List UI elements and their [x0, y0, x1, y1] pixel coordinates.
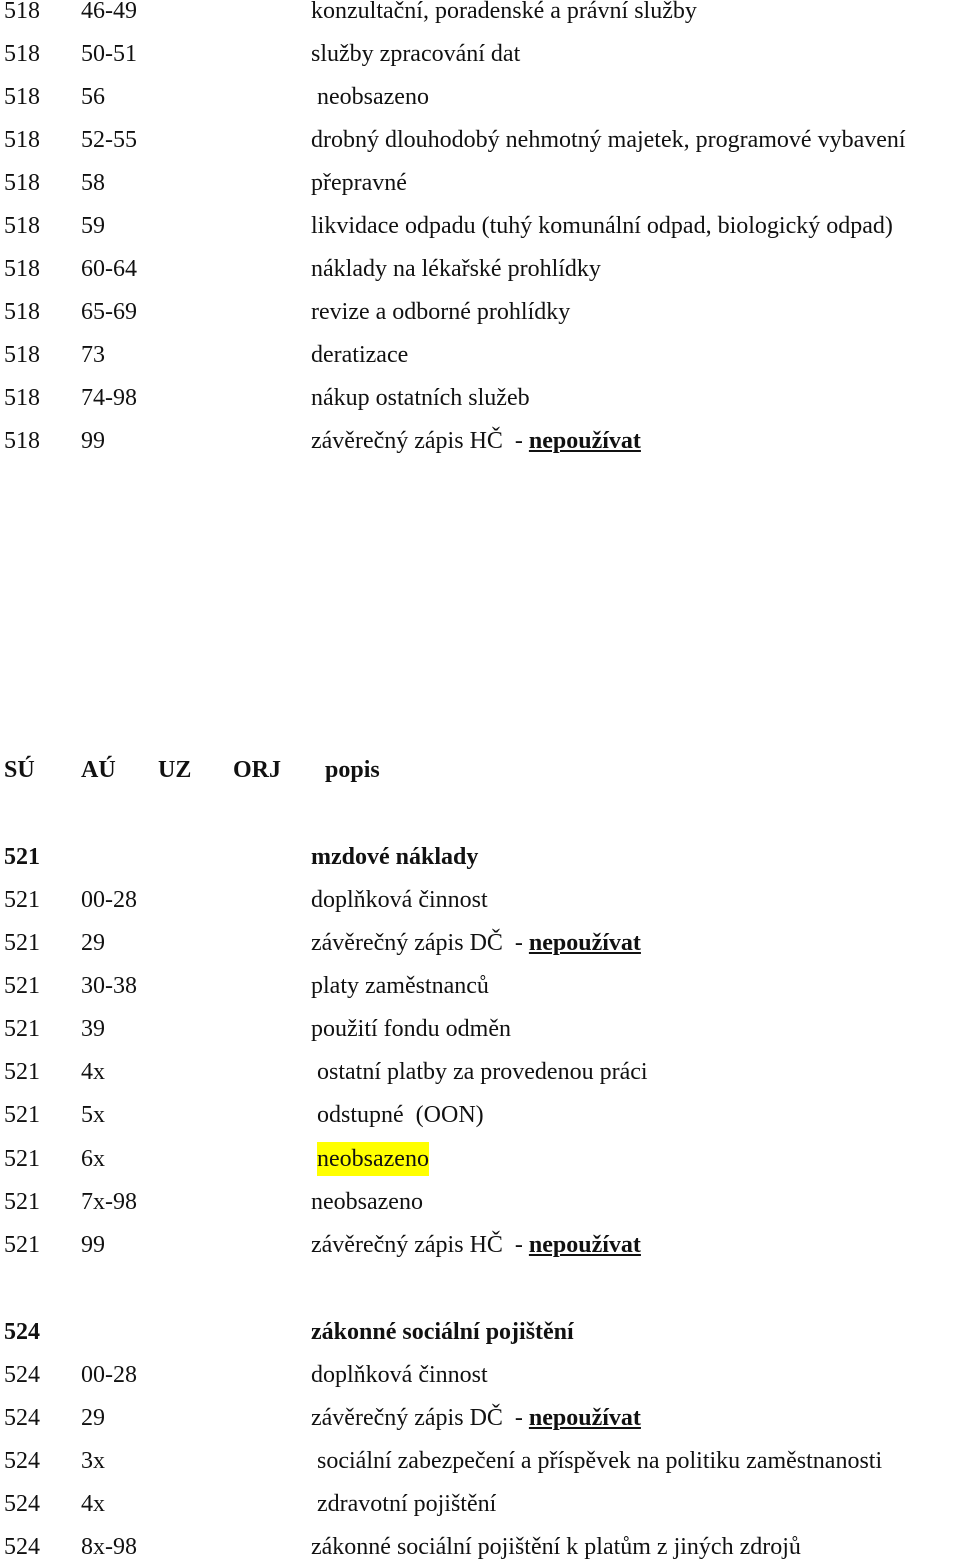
description-text: závěrečný zápis DČ -: [311, 1405, 529, 1431]
header-orj: ORJ: [233, 757, 281, 783]
au-cell: 59: [81, 213, 105, 239]
table-row: [0, 1185, 960, 1219]
table-row: [0, 0, 960, 28]
description-cell: neobsazeno: [317, 84, 429, 110]
su-cell: 518: [4, 342, 40, 368]
description-cell: deratizace: [311, 342, 409, 368]
warning-label: nepoužívat: [528, 428, 641, 454]
au-cell: 52-55: [81, 127, 137, 153]
au-cell: 8x-98: [81, 1534, 137, 1560]
header-au: AÚ: [81, 757, 116, 783]
table-row: [0, 883, 960, 917]
au-cell: 4x: [81, 1059, 105, 1085]
warning-label: nepoužívat: [528, 1405, 641, 1431]
table-row: [0, 1055, 960, 1089]
au-cell: 74-98: [81, 385, 137, 411]
au-cell: 00-28: [81, 1362, 137, 1388]
description-cell: platy zaměstnanců: [311, 973, 489, 999]
description-text: závěrečný zápis DČ -: [311, 930, 529, 956]
table-row: [0, 1012, 960, 1046]
description-cell: neobsazeno: [311, 1189, 423, 1215]
au-cell: 30-38: [81, 973, 137, 999]
au-cell: 7x-98: [81, 1189, 137, 1215]
section-title: mzdové náklady: [311, 844, 479, 870]
description-cell: revize a odborné prohlídky: [311, 299, 571, 325]
su-cell: 521: [4, 930, 40, 956]
description-cell: náklady na lékařské prohlídky: [311, 256, 601, 282]
description-cell: doplňková činnost: [311, 887, 488, 913]
warning-label: nepoužívat: [528, 930, 641, 956]
section-su: 524: [4, 1319, 40, 1345]
table-row: [0, 166, 960, 200]
au-cell: 99: [81, 428, 105, 454]
description-cell: doplňková činnost: [311, 1362, 488, 1388]
su-cell: 518: [4, 127, 40, 153]
table-row: [0, 37, 960, 71]
au-cell: 46-49: [81, 0, 137, 24]
su-cell: 518: [4, 213, 40, 239]
su-cell: 521: [4, 1102, 40, 1128]
table-row: [0, 926, 960, 960]
description-cell: [311, 424, 641, 458]
description-text: závěrečný zápis HČ -: [311, 1232, 529, 1258]
table-row: [0, 381, 960, 415]
table-row: [0, 1098, 960, 1132]
su-cell: 518: [4, 385, 40, 411]
su-cell: 518: [4, 428, 40, 454]
au-cell: 39: [81, 1016, 105, 1042]
su-cell: 521: [4, 1232, 40, 1258]
table-row: [0, 338, 960, 372]
description-cell: ostatní platby za provedenou práci: [317, 1059, 648, 1085]
description-cell: nákup ostatních služeb: [311, 385, 530, 411]
au-cell: 29: [81, 930, 105, 956]
description-cell: [311, 1401, 641, 1435]
description-cell: [311, 1228, 641, 1262]
table-row: [0, 1487, 960, 1521]
description-cell: odstupné (OON): [317, 1102, 484, 1128]
table-row: [0, 969, 960, 1003]
su-cell: 524: [4, 1405, 40, 1431]
description-cell: likvidace odpadu (tuhý komunální odpad, biologický odpad): [311, 213, 893, 239]
au-cell: 99: [81, 1232, 105, 1258]
su-cell: 518: [4, 41, 40, 67]
section-title: zákonné sociální pojištění: [311, 1319, 574, 1345]
au-cell: 3x: [81, 1448, 105, 1474]
section-su: 521: [4, 844, 40, 870]
su-cell: 518: [4, 299, 40, 325]
su-cell: 518: [4, 0, 40, 24]
su-cell: 521: [4, 1146, 40, 1172]
description-text: závěrečný zápis HČ -: [311, 428, 529, 454]
section-title-row: [0, 840, 960, 874]
table-row: [0, 209, 960, 243]
au-cell: 65-69: [81, 299, 137, 325]
header-su: SÚ: [4, 757, 35, 783]
su-cell: 521: [4, 1059, 40, 1085]
table-row: [0, 1142, 960, 1176]
su-cell: 524: [4, 1448, 40, 1474]
warning-label: nepoužívat: [528, 1232, 641, 1258]
table-row: [0, 1358, 960, 1392]
description-cell: použití fondu odměn: [311, 1016, 511, 1042]
description-cell: [311, 926, 641, 960]
description-cell: drobný dlouhodobý nehmotný majetek, programové vybavení: [311, 127, 906, 153]
highlighted-description-cell: neobsazeno: [317, 1142, 429, 1176]
au-cell: 50-51: [81, 41, 137, 67]
section-title-row: [0, 1315, 960, 1349]
au-cell: 73: [81, 342, 105, 368]
table-row: [0, 424, 960, 458]
description-cell: konzultační, poradenské a právní služby: [311, 0, 697, 24]
description-cell: zákonné sociální pojištění k platům z jiných zdrojů: [311, 1534, 801, 1560]
su-cell: 521: [4, 1016, 40, 1042]
table-row: [0, 1444, 960, 1478]
table-row: [0, 295, 960, 329]
table-row: [0, 1401, 960, 1435]
au-cell: 60-64: [81, 256, 137, 282]
header-uz: UZ: [158, 757, 192, 783]
table-row: [0, 1228, 960, 1262]
au-cell: 56: [81, 84, 105, 110]
su-cell: 518: [4, 170, 40, 196]
description-cell: přepravné: [311, 170, 407, 196]
au-cell: 5x: [81, 1102, 105, 1128]
su-cell: 524: [4, 1362, 40, 1388]
description-cell: sociální zabezpečení a příspěvek na politiku zaměstnanosti: [317, 1448, 883, 1474]
description-cell: zdravotní pojištění: [317, 1491, 497, 1517]
header-popis: popis: [325, 757, 380, 783]
au-cell: 00-28: [81, 887, 137, 913]
table-row: [0, 123, 960, 157]
column-header-row: [0, 753, 960, 787]
table-row: [0, 252, 960, 286]
au-cell: 4x: [81, 1491, 105, 1517]
su-cell: 524: [4, 1534, 40, 1560]
au-cell: 58: [81, 170, 105, 196]
su-cell: 518: [4, 84, 40, 110]
table-row: [0, 1530, 960, 1564]
description-cell: služby zpracování dat: [311, 41, 521, 67]
table-row: [0, 80, 960, 114]
su-cell: 524: [4, 1491, 40, 1517]
su-cell: 521: [4, 1189, 40, 1215]
su-cell: 518: [4, 256, 40, 282]
au-cell: 6x: [81, 1146, 105, 1172]
au-cell: 29: [81, 1405, 105, 1431]
su-cell: 521: [4, 973, 40, 999]
su-cell: 521: [4, 887, 40, 913]
